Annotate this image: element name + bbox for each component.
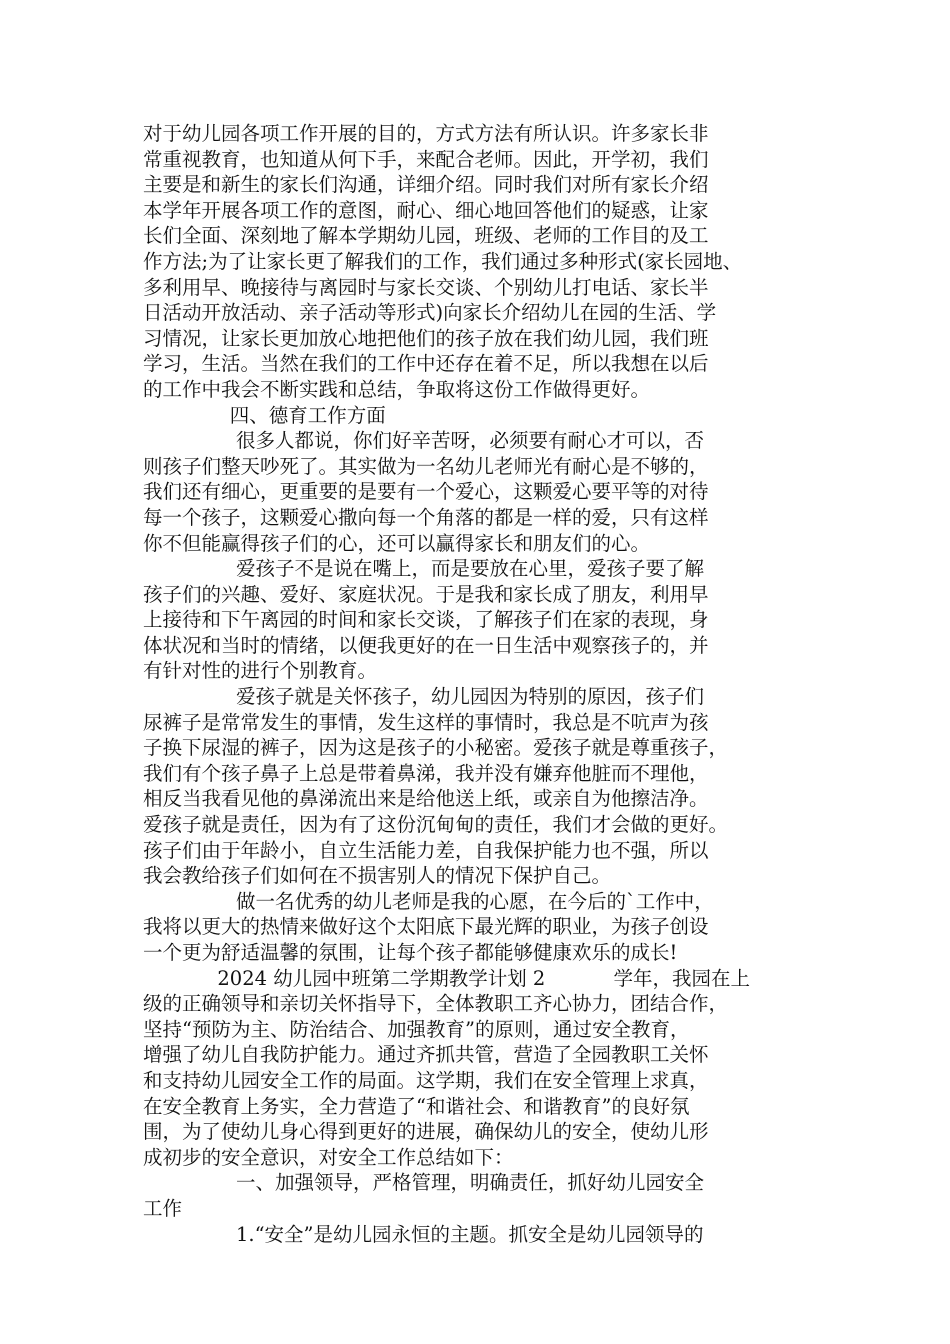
text-line: 爱孩子不是说在嘴上，而是要放在心里，爱孩子要了解 xyxy=(143,557,704,581)
text-line: 上接待和下午离园的时间和家长交谈，了解孩子们在家的表现，身 xyxy=(143,608,709,632)
text-line: 和支持幼儿园安全工作的局面。这学期，我们在安全管理上求真， xyxy=(143,1068,709,1092)
text-line: 2024 幼儿园中班第二学期教学计划 2 学年，我园在上 xyxy=(143,966,750,990)
text-line: 长们全面、深刻地了解本学期幼儿园，班级、老师的工作目的及工 xyxy=(143,224,709,248)
text-line: 多利用早、晚接待与离园时与家长交谈、个别幼儿打电话、家长半 xyxy=(143,275,709,299)
text-line: 做一名优秀的幼儿老师是我的心愿，在今后的`工作中， xyxy=(143,889,714,913)
text-line: 尿裤子是常常发生的事情，发生这样的事情时，我总是不吭声为孩 xyxy=(143,710,709,734)
text-line: 围，为了使幼儿身心得到更好的进展，确保幼儿的安全，使幼儿形 xyxy=(143,1120,709,1144)
text-line: 成初步的安全意识，对安全工作总结如下： xyxy=(143,1145,514,1169)
text-line: 爱孩子就是关怀孩子，幼儿园因为特别的原因，孩子们 xyxy=(143,685,704,709)
text-line: 学习，生活。当然在我们的工作中还存在着不足，所以我想在以后 xyxy=(143,352,709,376)
text-line: 爱孩子就是责任，因为有了这份沉甸甸的责任，我们才会做的更好。 xyxy=(143,813,729,837)
text-line: 作方法;为了让家长更了解我们的工作，我们通过多种形式(家长园地、 xyxy=(143,249,743,273)
text-line: 孩子们由于年龄小，自立生活能力差，自我保护能力也不强，所以 xyxy=(143,838,709,862)
text-line: 我会教给孩子们如何在不损害别人的情况下保护自己。 xyxy=(143,864,612,888)
document-body xyxy=(143,121,815,1247)
text-line: 1.“安全”是幼儿园永恒的主题。抓安全是幼儿园领导的 xyxy=(143,1222,704,1246)
text-line: 每一个孩子，这颗爱心撒向每一个角落的都是一样的爱，只有这样 xyxy=(143,505,709,529)
text-line: 有针对性的进行个别教育。 xyxy=(143,659,378,683)
text-line: 工作 xyxy=(143,1196,183,1220)
text-line: 习情况，让家长更加放心地把他们的孩子放在我们幼儿园，我们班 xyxy=(143,326,709,350)
text-line: 的工作中我会不断实践和总结，争取将这份工作做得更好。 xyxy=(143,377,651,401)
text-line: 子换下尿湿的裤子，因为这是孩子的小秘密。爱孩子就是尊重孩子， xyxy=(143,736,729,760)
text-line: 主要是和新生的家长们沟通，详细介绍。同时我们对所有家长介绍 xyxy=(143,173,709,197)
text-line: 对于幼儿园各项工作开展的目的，方式方法有所认识。许多家长非 xyxy=(143,122,709,145)
text-line: 你不但能赢得孩子们的心，还可以赢得家长和朋友们的心。 xyxy=(143,531,651,555)
text-line: 我们有个孩子鼻子上总是带着鼻涕，我并没有嫌弃他脏而不理他， xyxy=(143,761,709,785)
text-line: 级的正确领导和亲切关怀指导下，全体教职工齐心协力，团结合作， xyxy=(143,992,729,1016)
text-line: 四、德育工作方面 xyxy=(143,403,386,427)
text-line: 孩子们的兴趣、爱好、家庭状况。于是我和家长成了朋友，利用早 xyxy=(143,582,709,606)
text-line: 很多人都说，你们好辛苦呀，必须要有耐心才可以，否 xyxy=(143,429,704,453)
text-line: 一、加强领导，严格管理，明确责任，抓好幼儿园安全 xyxy=(143,1171,704,1195)
text-line: 则孩子们整天吵死了。其实做为一名幼儿老师光有耐心是不够的， xyxy=(143,454,709,478)
text-line: 一个更为舒适温馨的氛围，让每个孩子都能够健康欢乐的成长! xyxy=(143,941,678,964)
text-line: 我们还有细心，更重要的是要有一个爱心，这颗爱心要平等的对待 xyxy=(143,480,709,504)
text-line: 我将以更大的热情来做好这个太阳底下最光辉的职业，为孩子创设 xyxy=(143,915,709,939)
text-line: 相反当我看见他的鼻涕流出来是给他送上纸，或亲自为他擦洁净。 xyxy=(143,787,709,811)
text-line: 坚持“预防为主、防治结合、加强教育”的原则，通过安全教育， xyxy=(143,1017,690,1041)
text-line: 本学年开展各项工作的意图，耐心、细心地回答他们的疑惑，让家 xyxy=(143,198,709,222)
text-line: 体状况和当时的情绪，以便我更好的在一日生活中观察孩子的，并 xyxy=(143,633,709,657)
text-line: 日活动开放活动、亲子活动等形式)向家长介绍幼儿在园的生活、学 xyxy=(143,301,717,325)
text-line: 在安全教育上务实，全力营造了“和谐社会、和谐教育”的良好氛 xyxy=(143,1094,690,1118)
text-line: 常重视教育，也知道从何下手，来配合老师。因此，开学初，我们 xyxy=(143,147,709,171)
text-line: 增强了幼儿自我防护能力。通过齐抓共管，营造了全园教职工关怀 xyxy=(143,1043,709,1067)
